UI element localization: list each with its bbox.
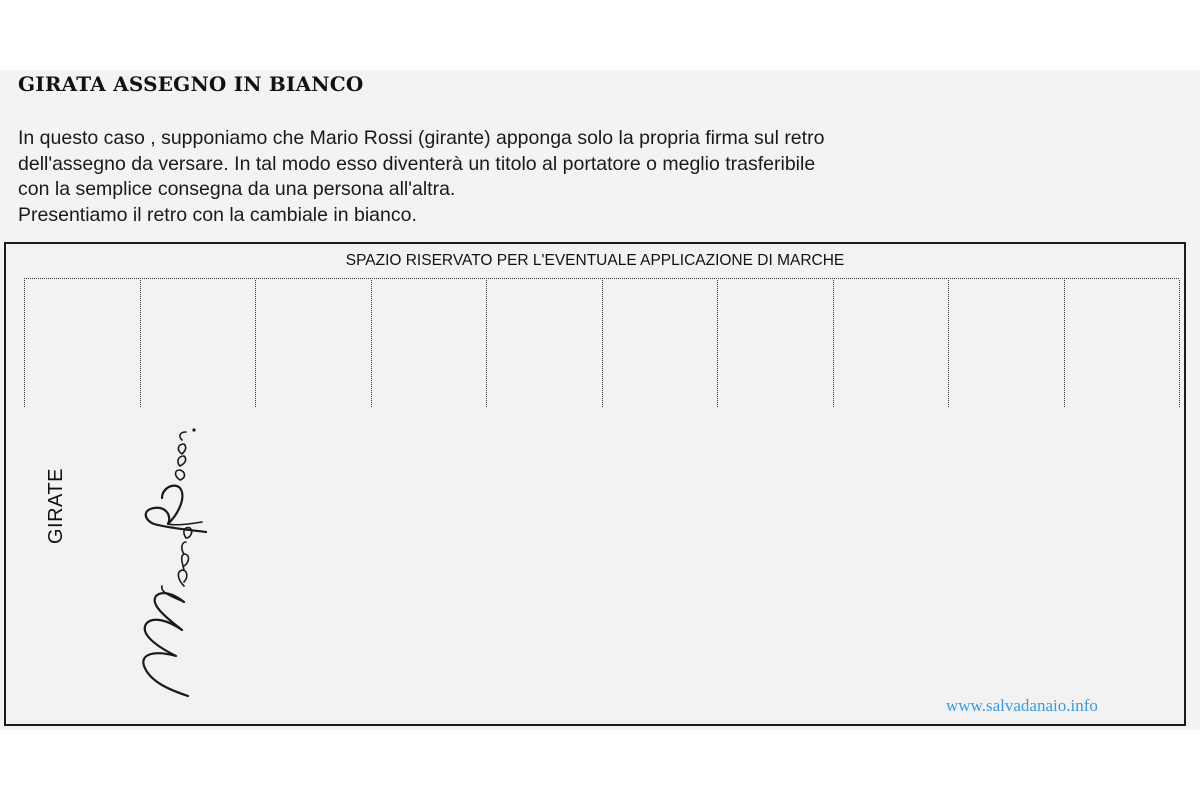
stamp-area-top-line	[24, 278, 1179, 279]
stamp-box-divider	[24, 280, 25, 407]
stamp-box-divider	[486, 280, 487, 407]
paragraph-line: Presentiamo il retro con la cambiale in bianco.	[18, 203, 417, 226]
paragraph-line: In questo caso , supponiamo che Mario Rossi (girante) apponga solo la propria firma sul retro	[18, 127, 825, 149]
stamp-box-divider	[1064, 280, 1065, 407]
stamp-box-divider	[255, 280, 256, 407]
stamp-box-divider	[948, 280, 949, 407]
page-title: GIRATA ASSEGNO IN BIANCO	[18, 72, 364, 96]
stamp-box-divider	[371, 280, 372, 407]
paragraph-line: dell'assegno da versare. In tal modo esso diventerà un titolo al portatore o meglio trasferibile	[18, 152, 816, 175]
stamp-box-divider	[140, 280, 141, 407]
signature-mario-rossi	[110, 420, 220, 710]
website-watermark: www.salvadanaio.info	[946, 696, 1098, 715]
girate-label: GIRATE	[45, 468, 67, 544]
stamp-box-divider	[833, 280, 834, 407]
stamp-box-divider	[717, 280, 718, 407]
stamp-box-divider	[602, 280, 603, 407]
stamp-box-divider	[1179, 280, 1180, 407]
stamp-area-label: SPAZIO RISERVATO PER L'EVENTUALE APPLICAZIONE DI MARCHE	[345, 252, 845, 269]
description-paragraph	[18, 126, 1118, 228]
paragraph-line: con la semplice consegna da una persona all'altra.	[18, 178, 456, 200]
